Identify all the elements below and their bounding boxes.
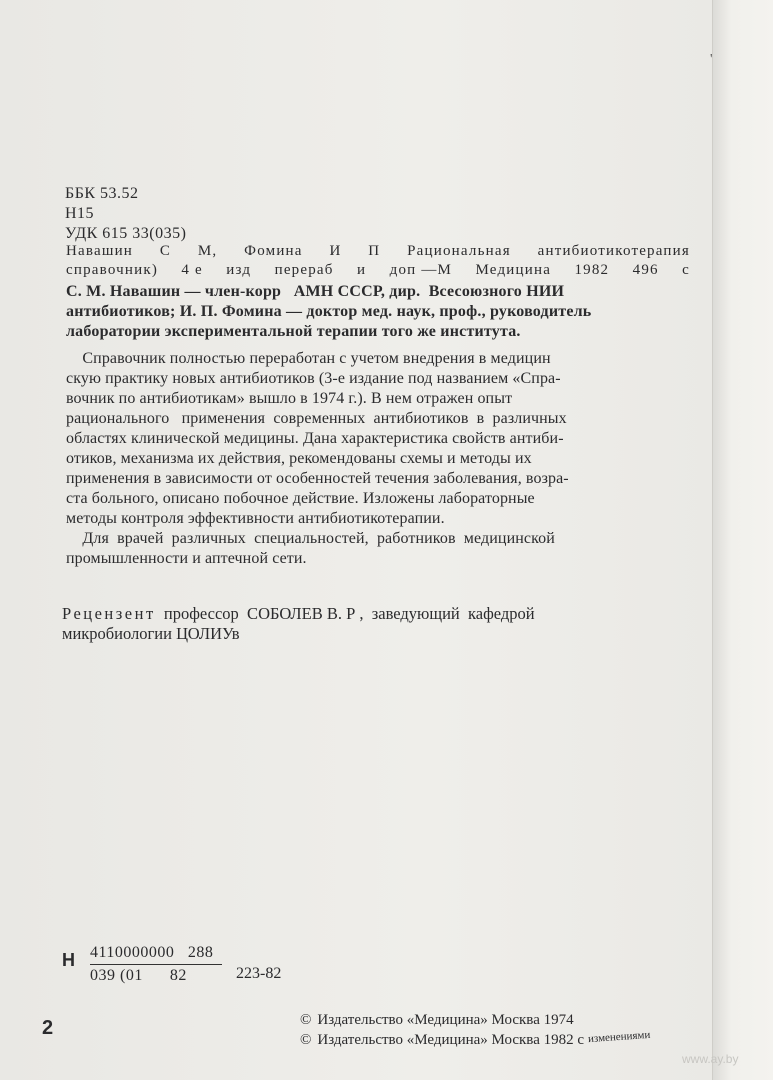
copyright-line-1 xyxy=(300,1012,574,1029)
watermark: www.ay.by xyxy=(682,1052,739,1066)
abstract-line: рационального применения современных антибиотиков в различных xyxy=(66,410,567,427)
edge-mark: ' xyxy=(710,52,713,67)
copyright-icon: © xyxy=(300,1012,312,1028)
copyright-line-2 xyxy=(300,1028,651,1049)
reviewer-details: профессор СОБОЛЕВ В. Р , заведующий кафедрой xyxy=(155,604,535,623)
isbn-numerator: 4110000000 288 xyxy=(90,944,214,961)
page-number: 2 xyxy=(42,1017,54,1039)
biblio-word: Навашин xyxy=(66,243,134,259)
isbn-letter: Н xyxy=(62,950,75,970)
biblio-word: с xyxy=(682,262,690,278)
fraction-bar xyxy=(90,964,222,965)
reviewer-label: Рецензент xyxy=(62,604,156,623)
biblio-word: Фомина xyxy=(244,243,303,259)
author-info-line-2: антибиотиков; И. П. Фомина — доктор мед. наук, проф., руководитель xyxy=(66,303,592,320)
biblio-word: 496 xyxy=(632,262,659,278)
abstract-line: методы контроля эффективности антибиотикотерапии. xyxy=(66,510,445,527)
isbn-suffix: 223-82 xyxy=(236,965,282,982)
adjacent-page-edge xyxy=(712,0,773,1080)
author-info-line-3: лаборатории экспериментальной терапии того же института. xyxy=(66,323,521,340)
biblio-word: 1982 xyxy=(574,262,610,278)
biblio-word: и xyxy=(357,262,367,278)
biblio-word: М, xyxy=(197,243,218,259)
isbn-fraction xyxy=(90,944,222,985)
abstract-line: вочник по антибиотикам» вышло в 1974 г.). В нем отражен опыт xyxy=(66,390,513,407)
abstract-line: скую практику новых антибиотиков (3-е издание под названием «Спра- xyxy=(66,370,561,387)
copyright-icon: © xyxy=(300,1032,312,1048)
abstract-line: отиков, механизма их действия, рекомендованы схемы и методы их xyxy=(66,450,532,467)
biblio-word: справочник) xyxy=(66,262,159,278)
audience-line: промышленности и аптечной сети. xyxy=(66,550,307,567)
abstract-line: ста больного, описано побочное действие. Изложены лабораторные xyxy=(66,490,535,507)
copyright-note: изменениями xyxy=(587,1028,651,1046)
abstract-line: Справочник полностью переработан с учетом внедрения в медицин xyxy=(66,350,551,367)
isbn-denominator: 039 (01 82 xyxy=(90,967,187,984)
abstract-line: применения в зависимости от особенностей течения заболевания, возра- xyxy=(66,470,569,487)
biblio-word: изд xyxy=(226,262,252,278)
audience-line: Для врачей различных специальностей, работников медицинской xyxy=(66,530,555,547)
biblio-word: С xyxy=(159,243,172,259)
reviewer-line-2: микробиологии ЦОЛИУв xyxy=(62,624,240,643)
copyright-text: Издательство «Медицина» Москва 1974 xyxy=(317,1012,574,1028)
biblio-word: Медицина xyxy=(475,262,552,278)
reviewer-line-1 xyxy=(62,604,535,624)
udk-code: УДК 615 33(035) xyxy=(65,225,187,242)
author-mark: Н15 xyxy=(65,205,95,222)
bbk-code: ББК 53.52 xyxy=(65,185,139,202)
copyright-text: Издательство «Медицина» Москва 1982 с xyxy=(317,1032,585,1048)
author-info-line-1: С. М. Навашин — член-корр АМН СССР, дир. Всесоюзного НИИ xyxy=(66,283,565,300)
biblio-word: И xyxy=(329,243,342,259)
biblio-word: антибиотикотерапия xyxy=(537,243,690,259)
bibliographic-line-1 xyxy=(66,243,690,260)
biblio-word: П xyxy=(368,243,381,259)
abstract-line: областях клинической медицины. Дана характеристика свойств антиби- xyxy=(66,430,564,447)
bibliographic-line-2 xyxy=(66,262,690,279)
biblio-word: перераб xyxy=(274,262,334,278)
biblio-word: Рациональная xyxy=(407,243,511,259)
biblio-word: доп —М xyxy=(389,262,453,278)
biblio-word: 4 е xyxy=(181,262,203,278)
